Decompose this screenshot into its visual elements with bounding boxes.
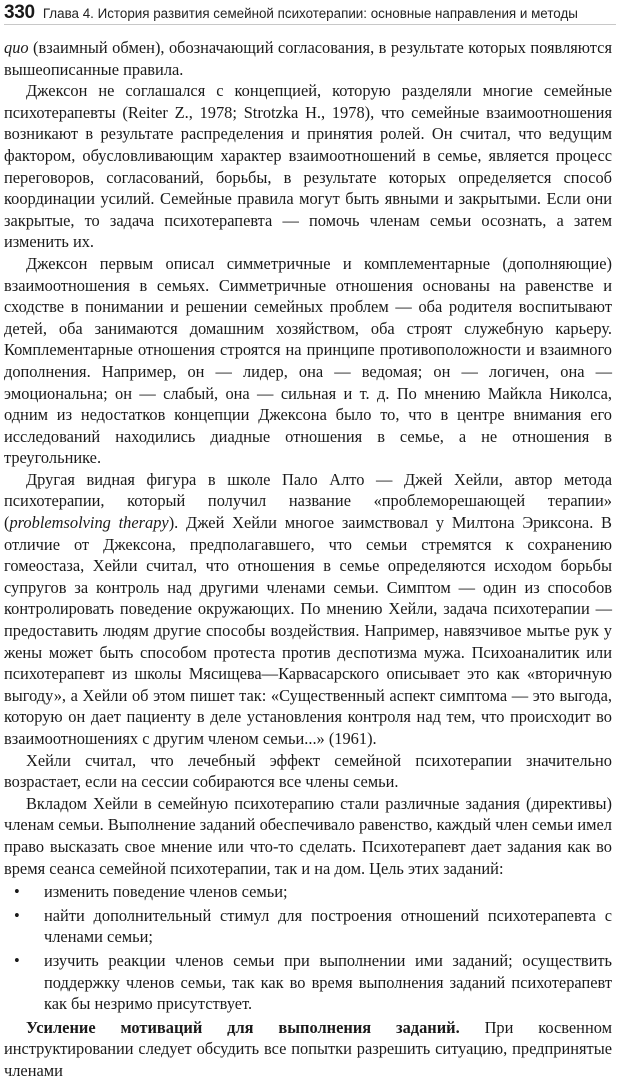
running-header [4,2,616,25]
paragraph-text: При косвенном инструктировании следует обсудить все попытки разрешить ситуацию, предпринятые членами [4,1017,612,1080]
paragraph-haley [4,469,612,750]
paragraph-text-a: Другая видная фигура в школе Пало Алто — Джей Хейли, автор метода психотерапии, который получил название «проблеморешающей терапии» ( [4,469,612,533]
goals-list [4,881,612,1015]
paragraph-text: (взаимный обмен), обозначающий согласования, в результате которых появляются вышеописанные правила. [4,38,612,79]
bullet-icon: • [14,950,20,970]
list-item-text: найти дополнительный стимул для построения отношений психотерапевта с членами семьи; [44,905,612,947]
paragraph-effect: Хейли считал, что лечебный эффект семейной психотерапии значительно возрастает, если на сессии собираются все члены семьи. [4,750,612,792]
list-item-text: изменить поведение членов семьи; [44,882,288,902]
list-item [4,950,612,1015]
paragraph-continuation [4,37,612,80]
paragraph-directives: Вкладом Хейли в семейную психотерапию стали различные задания (директивы) членам семьи. Выполнение заданий обеспечивало равенство, каждый член семьи имел право высказать свое мнение или что-то сделать. Психотерапевт дает задания как во время сеанса семейной психотерапии, так и на дом. Цель этих заданий: [4,793,612,878]
paragraph-jackson-concept: Джексон не соглашался с концепцией, которую разделяли многие семейные психотерапевты (Reiter Z., 1978; Strotzka H., 1978), что семейные взаимоотношения возникают в результате распределения и принятия ролей. Он считал, что ведущим фактором, обусловливающим характер взаимоотношений в семье, является процесс переговоров, согласований, борьбы, в результате которых определяется способ координации усилий. Семейные правила могут быть явными и закрытыми. Если они закрытые, то задача психотерапевта — помочь членам семьи осознать, а затем изменить их. [4,81,612,252]
paragraph-motivation [4,1017,612,1082]
latin-term: quo [4,38,29,57]
list-item-text: изучить реакции членов семьи при выполнении ими заданий; осуществить поддержку членов семьи, так как во время выполнения заданий психотерапевт как бы незримо присутствует. [44,950,612,1014]
section-run-in-heading: Усиление мотиваций для выполнения заданий. [26,1017,460,1037]
list-item [4,881,612,903]
page-number: 330 [4,2,35,23]
paragraph-text-b: ). Джей Хейли многое заимствовал у Милтона Эриксона. В отличие от Джексона, предполагавшего, что семьи стремятся к сохранению гомеостаза, Хейли считал, что отношения в семье определяются исходом борьбы супругов за контроль над другими членами семьи. Симптом — один из способов контролировать поведение окружающих. По мнению Хейли, задача психотерапии — предоставить людям другие способы воздействия. Например, навязчивое мытье рук у жены может быть способом протеста против деспотизма мужа. Психоаналитик или психотерапевт из школы Мясищева—Карвасарского описывает это как «вторичную выгоду», а Хейли об этом пишет так: «Существенный аспект симптома — это выгода, которую он дает пациенту в деле установления контроля над тем, что происходит во взаимоотношениях с другим членом семьи...» (1961). [4,513,612,748]
list-item [4,905,612,948]
english-term: problemsolving therapy [9,513,169,533]
page-body [4,37,612,1082]
bullet-icon: • [14,905,20,925]
paragraph-symmetric-relations: Джексон первым описал симметричные и комплементарные (дополняющие) взаимоотношения в семьях. Симметричные отношения основаны на равенстве и сходстве в понимании и решении семейных проблем — оба родителя воспитывают детей, оба занимаются домашним хозяйством, оба строят служебную карьеру. Комплементарные отношения строятся на принципе противоположности и взаимного дополнения. Например, он — лидер, она — ведомая; он — логичен, она — эмоциональна; он — слабый, она — сильная и т. д. По мнению Майкла Николса, одним из недостатков концепции Джексона было то, что в центре внимания его исследований находились диадные отношения в семье, а не отношения в треугольнике. [4,253,612,468]
chapter-title: Глава 4. История развития семейной психотерапии: основные направления и методы [42,6,578,21]
bullet-icon: • [14,882,20,902]
